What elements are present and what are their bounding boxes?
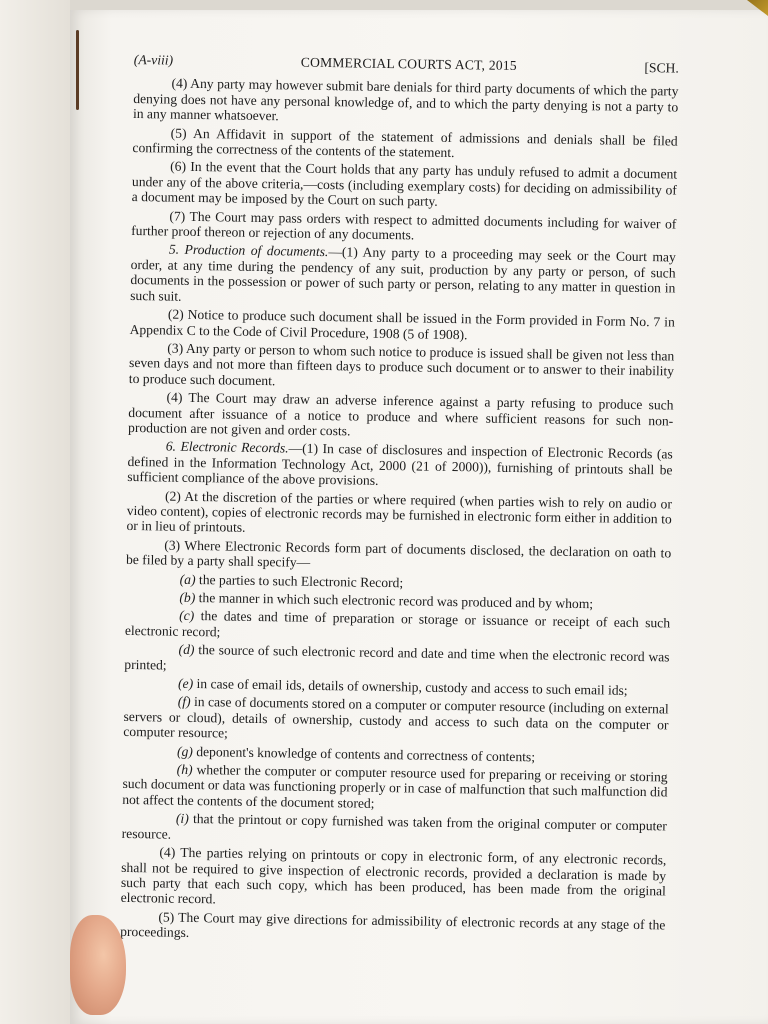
list-item-label: (e)	[177, 675, 194, 692]
section-heading: 6. Electronic Records.	[165, 438, 289, 456]
section-heading: 5. Production of documents.	[168, 242, 329, 260]
paragraph: (5) The Court may give directions for admissibility of electronic records at any stage of the proceedings.	[120, 909, 666, 941]
list-item	[123, 693, 669, 748]
list-item-text: the source of such electronic record and date and time when the electronic record was printed;	[124, 642, 670, 673]
document-content	[120, 52, 679, 951]
section-paragraph	[130, 241, 676, 311]
running-title: COMMERCIAL COURTS ACT, 2015	[300, 54, 517, 74]
list-item-label: (c)	[179, 608, 195, 624]
paragraph: (6) In the event that the Court holds that any party has unduly refused to admit a document under any of the above criteria,—costs (including exemplary costs) for deciding on admissibility of a document may be imposed by the Court on such party.	[131, 159, 678, 210]
page-number: (A-viii)	[133, 52, 174, 68]
list-item-label: (i)	[175, 811, 189, 827]
page-margin-left	[0, 0, 70, 1024]
list-item	[125, 607, 670, 646]
paragraph: (7) The Court may pass orders with respect to admitted documents including for waiver of further proof thereon or rejection of any documents.	[131, 208, 677, 243]
list-item-text: in case of documents stored on a computer or computer resource (including on external servers or cloud), details of ownership, custody and access to such data on the computer or computer resource;	[123, 694, 669, 741]
list-item-text: deponent's knowledge of contents and correctness of contents;	[196, 743, 536, 765]
list-item-text: the dates and time of preparation or storage or issuance or receipt of each such electronic record;	[124, 608, 671, 640]
thumb-finger	[70, 915, 126, 1015]
schedule-marker: [SCH.	[644, 60, 679, 76]
list-item-text: that the printout or copy furnished was taken from the original computer or computer resource.	[121, 811, 668, 842]
list-item-text: whether the computer or computer resource used for preparing or receiving or storing such document or data was functioning properly or in case of malfunction that such malfunction did not affect the contents of the document stored;	[122, 762, 668, 811]
paragraph: (3) Where Electronic Records form part of documents disclosed, the declaration on oath to be filed by a party shall specify—	[125, 537, 672, 571]
list-item-label: (f)	[177, 694, 191, 710]
section-text: —(1) In case of disclosures and inspection of Electronic Records (as defined in the Information Technology Act, 2000 (21 of 2000)), furnishing of printouts shall be sufficient compliance of the above provisions.	[127, 440, 673, 489]
section-text: —(1) Any party to a proceeding may seek or the Court may order, at any time during the pendency of any suit, production by any party or person, of such documents in the possession or power of such party or person, relating to any matter in question in such suit.	[130, 244, 676, 304]
paragraph: (2) At the discretion of the parties or where required (when parties wish to rely on audio or video content), copies of electronic records may be furnished in electronic form either in addition to or in lieu of printouts.	[126, 488, 673, 536]
paragraph: (4) The parties relying on printouts or copy in electronic form, of any electronic records, shall not be required to give inspection of electronic records, provided a declaration is made by such party that each such copy, which has been produced, has been made from the original electronic record.	[120, 844, 667, 907]
list-item-label: (b)	[179, 589, 196, 606]
list-item-text: the manner in which such electronic record was produced and by whom;	[198, 590, 594, 612]
list-item-label: (a)	[179, 571, 196, 587]
section-paragraph	[127, 438, 673, 493]
binding-mark	[76, 30, 79, 110]
list-item	[124, 641, 669, 680]
paragraph: (2) Notice to produce such document shall be issued in the Form provided in Form No. 7 in Appendix C to the Code of Civil Procedure, 1908 (5 of 1908).	[129, 306, 675, 342]
paragraph: (4) Any party may however submit bare denials for third party documents of which the party denying does not have any personal knowledge of, and to which the party denying is not a party to in any manner whatsoever.	[132, 76, 679, 124]
list-item-text: the parties to such Electronic Record;	[198, 571, 404, 590]
list-item-label: (d)	[178, 641, 195, 658]
list-item	[122, 810, 667, 849]
paragraph: (4) The Court may draw an adverse inference against a party refusing to produce such document after issuance of a notice to produce and where sufficient reasons for such non-production are not given and order costs.	[127, 389, 674, 439]
body-text	[120, 75, 679, 948]
paragraph: (5) An Affidavit in support of the statement of admissions and denials shall be filed confirming the correctness of the contents of the statement.	[132, 125, 678, 161]
list-item-text: in case of email ids, details of ownership, custody and access to such email ids;	[196, 676, 628, 698]
list-item-label: (h)	[176, 761, 193, 778]
paragraph: (3) Any party or person to whom such notice to produce is issued shall be given not less than seven days and not more than fifteen days to produce such document or to answer to their inability to produce such document.	[128, 340, 675, 388]
list-item	[122, 761, 668, 816]
list-item-label: (g)	[176, 743, 194, 759]
